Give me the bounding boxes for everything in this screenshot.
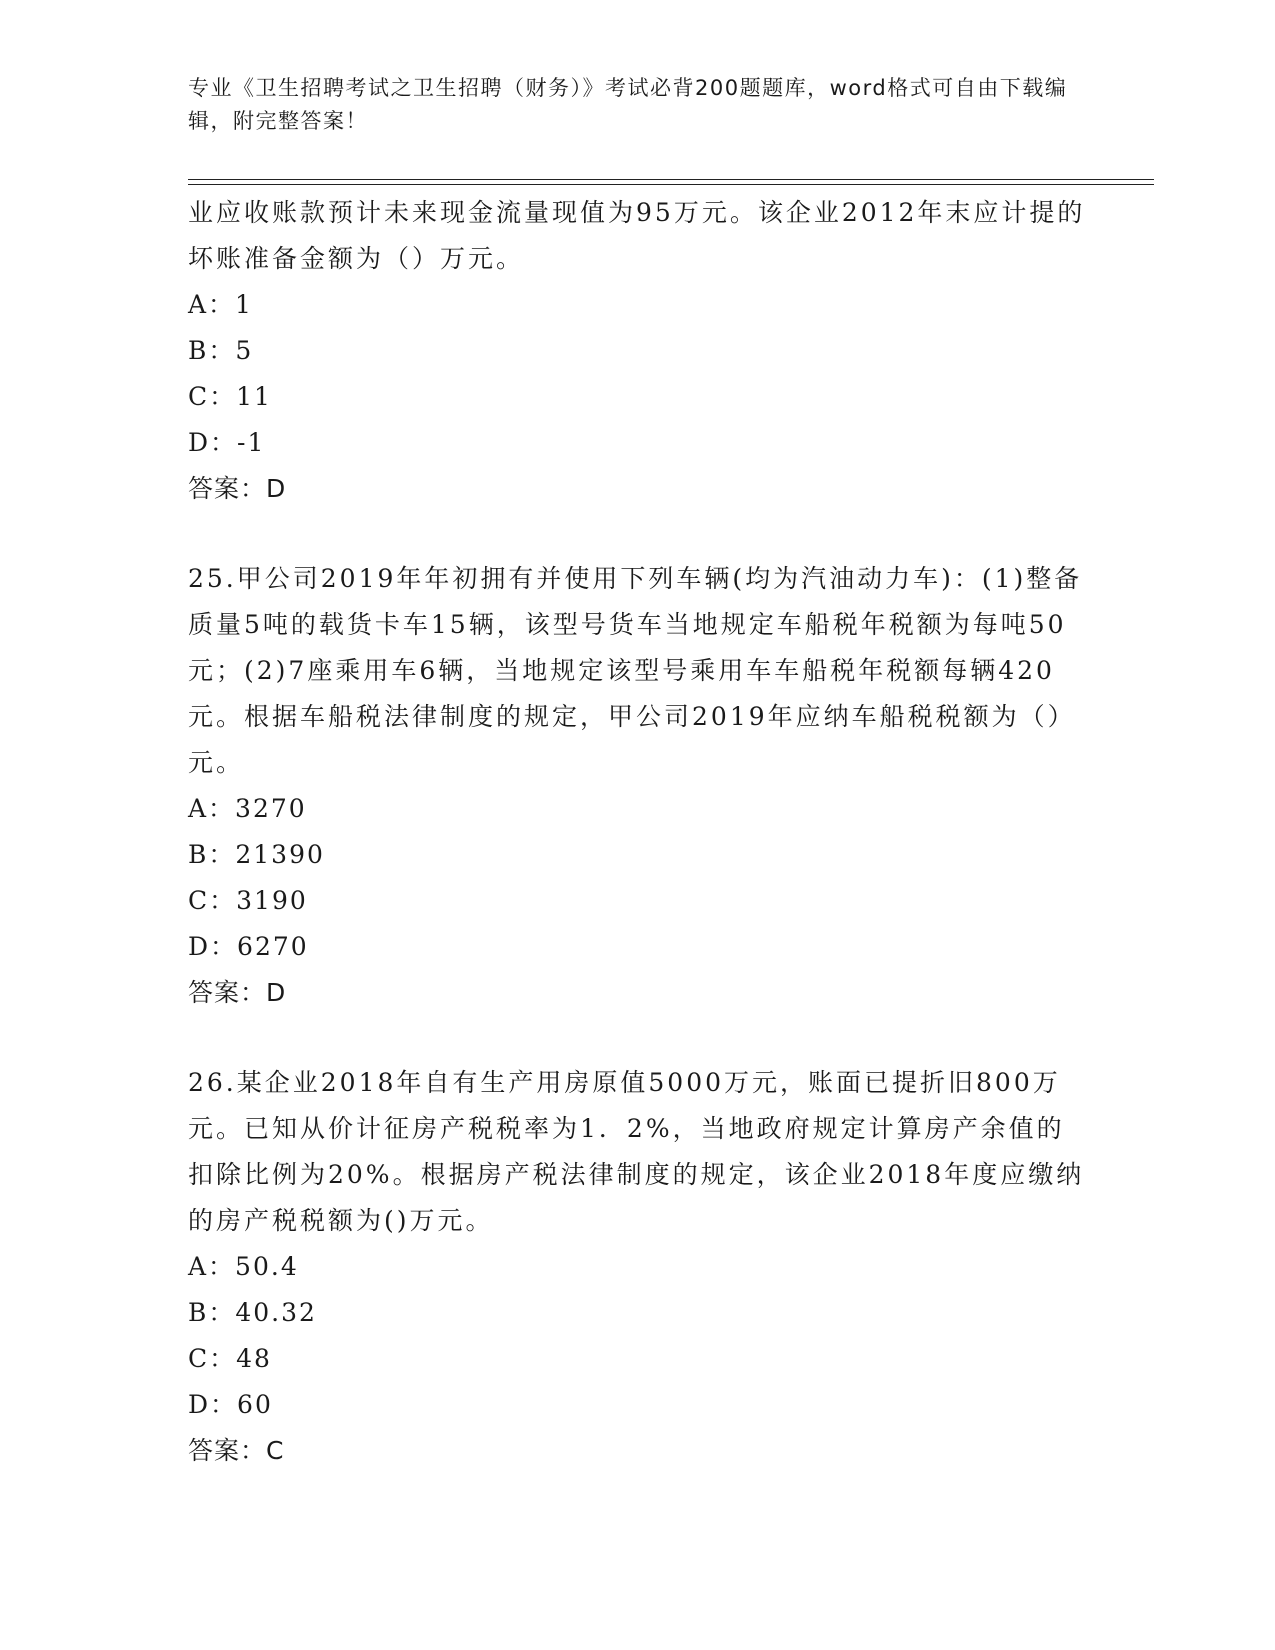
option-b: B：5 bbox=[188, 336, 254, 365]
option-d: D：6270 bbox=[188, 932, 309, 961]
answer-line: 答案：C bbox=[188, 1436, 285, 1465]
question-text: 25.甲公司2019年年初拥有并使用下列车辆(均为汽油动力车)：(1)整备质量5吨的载货卡车15辆，该型号货车当地规定车船税年税额为每吨50元；(2)7座乘用车6辆，当地规定该型号乘用车车船税年税额每辆420元。根据车船税法律制度的规定，甲公司2019年应纳车船税税额为（）元。 bbox=[188, 564, 1083, 777]
option-c: C：48 bbox=[188, 1344, 272, 1373]
option-a: A：3270 bbox=[188, 794, 307, 823]
option-a: A：50.4 bbox=[188, 1252, 299, 1281]
document-header: 专业《卫生招聘考试之卫生招聘（财务）》考试必背200题题库，word格式可自由下载编辑，附完整答案！ bbox=[188, 76, 1068, 133]
answer-line: 答案：D bbox=[188, 474, 287, 503]
option-c: C：11 bbox=[188, 382, 272, 411]
option-d: D：-1 bbox=[188, 428, 266, 457]
question-text: 26.某企业2018年自有生产用房原值5000万元，账面已提折旧800万元。已知从价计征房产税税率为1．2%，当地政府规定计算房产余值的扣除比例为20%。根据房产税法律制度的规定，该企业2018年度应缴纳的房产税税额为()万元。 bbox=[188, 1068, 1085, 1235]
answer-line: 答案：D bbox=[188, 978, 287, 1007]
header-divider-line bbox=[188, 179, 1154, 180]
question-text: 业应收账款预计未来现金流量现值为95万元。该企业2012年末应计提的坏账准备金额为（）万元。 bbox=[188, 198, 1086, 273]
question-26 bbox=[188, 1060, 1088, 1474]
option-c: C：3190 bbox=[188, 886, 308, 915]
header-divider-line-secondary bbox=[188, 184, 1154, 185]
option-a: A：1 bbox=[188, 290, 253, 319]
option-b: B：40.32 bbox=[188, 1298, 317, 1327]
question-25 bbox=[188, 556, 1088, 1016]
option-b: B：21390 bbox=[188, 840, 325, 869]
document-body bbox=[188, 190, 1088, 1474]
option-d: D：60 bbox=[188, 1390, 273, 1419]
question-fragment bbox=[188, 190, 1088, 512]
